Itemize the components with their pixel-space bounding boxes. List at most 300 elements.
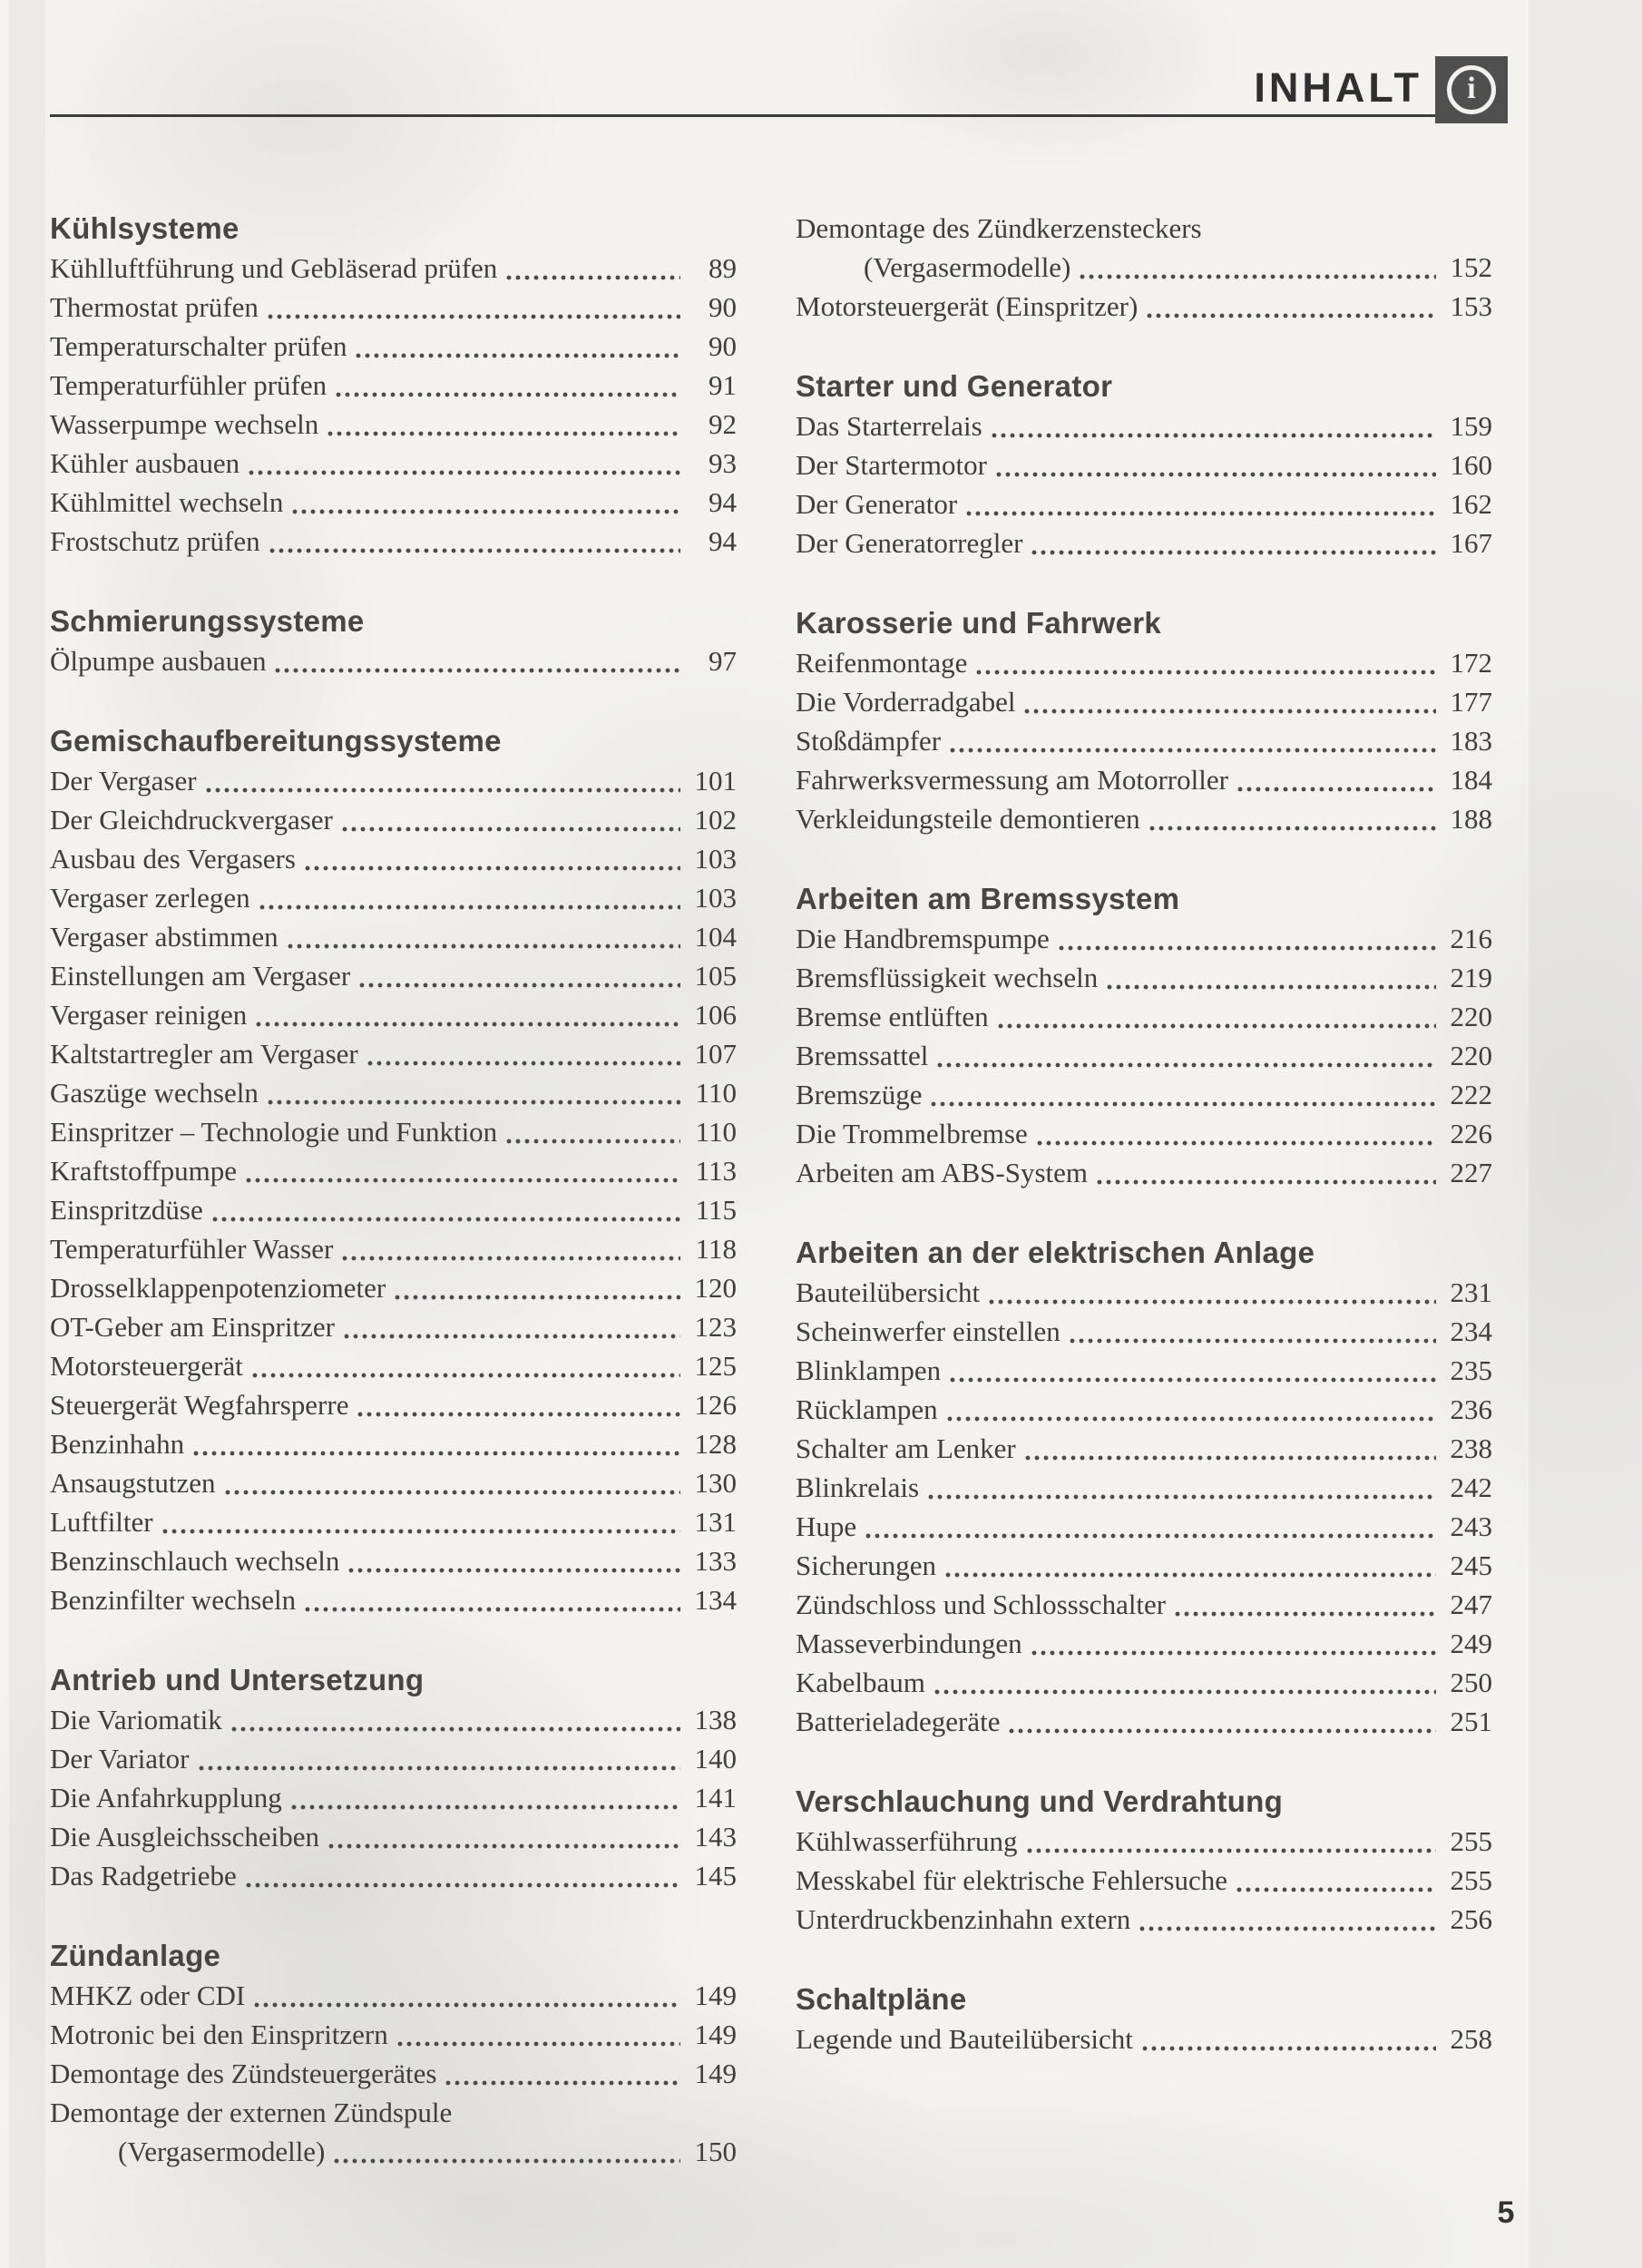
toc-entry	[796, 919, 1492, 958]
entry-page-number: 123	[694, 1311, 737, 1343]
entry-page-number: 106	[694, 999, 737, 1031]
toc-entry	[50, 956, 737, 995]
entry-page-number: 94	[709, 486, 737, 518]
entry-label: Luftfilter	[50, 1506, 153, 1538]
entry-page-number: 130	[694, 1467, 737, 1499]
entry-page-number: 141	[694, 1782, 737, 1813]
entry-page-number: 177	[1450, 686, 1492, 718]
toc-entry	[796, 1585, 1492, 1624]
entry-leader-dots	[945, 1572, 1436, 1578]
entry-page-number: 149	[694, 1980, 737, 2011]
entry-page-number: 89	[709, 252, 737, 284]
entry-leader-dots	[342, 826, 680, 832]
toc-entry	[796, 682, 1492, 721]
entry-leader-dots	[268, 1100, 680, 1105]
toc-entry	[50, 483, 737, 522]
entry-page-number: 219	[1450, 962, 1492, 993]
entry-leader-dots	[231, 1726, 680, 1732]
entry-leader-dots	[1149, 826, 1436, 831]
entry-label: Rücklampen	[796, 1393, 938, 1425]
toc-entry	[796, 643, 1492, 682]
entry-leader-dots	[256, 1022, 680, 1027]
entry-leader-dots	[292, 509, 680, 514]
entry-leader-dots	[199, 1765, 680, 1771]
toc-entry	[50, 327, 737, 366]
entry-label: Einspritzdüse	[50, 1194, 203, 1226]
toc-entry	[50, 1034, 737, 1073]
entry-label: Steuergerät Wegfahrsperre	[50, 1389, 349, 1421]
toc-entry	[796, 799, 1492, 838]
entry-label: Die Anfahrkupplung	[50, 1782, 282, 1813]
entry-label: Bremssattel	[796, 1040, 929, 1071]
toc-entry	[50, 2132, 737, 2171]
toc-entry	[796, 1312, 1492, 1351]
toc-entry	[796, 1663, 1492, 1702]
toc-entry	[796, 760, 1492, 799]
entry-label: Der Startermotor	[796, 449, 987, 481]
toc-column-right	[796, 209, 1492, 2058]
entry-label: Legende und Bauteilübersicht	[796, 2023, 1133, 2055]
entry-leader-dots	[342, 1256, 680, 1261]
toc-entry	[50, 839, 737, 878]
entry-leader-dots	[162, 1529, 680, 1534]
entry-label: Stoßdämpfer	[796, 725, 942, 757]
entry-page-number: 258	[1450, 2023, 1492, 2055]
toc-section	[796, 879, 1492, 1192]
entry-leader-dots	[445, 2080, 680, 2086]
entry-page-number: 226	[1450, 1118, 1492, 1149]
entry-label: OT-Geber am Einspritzer	[50, 1311, 335, 1343]
entry-page-number: 91	[709, 369, 737, 401]
section-heading: Schmierungssysteme	[50, 604, 365, 638]
entry-label: Sicherungen	[796, 1549, 936, 1581]
entry-label: Temperaturfühler Wasser	[50, 1233, 334, 1265]
entry-page-number: 104	[694, 921, 737, 953]
entry-label: Die Trommelbremse	[796, 1118, 1028, 1149]
entry-label: Kühler ausbauen	[50, 447, 240, 479]
entry-leader-dots	[1237, 787, 1436, 792]
entry-leader-dots	[1037, 1140, 1436, 1146]
entry-page-number: 105	[694, 960, 737, 992]
entry-leader-dots	[1139, 1926, 1436, 1931]
entry-page-number: 188	[1450, 803, 1492, 835]
entry-label: Der Vergaser	[50, 765, 197, 797]
entry-leader-dots	[334, 2158, 680, 2164]
entry-leader-dots	[966, 511, 1436, 516]
entry-page-number: 234	[1450, 1315, 1492, 1347]
entry-page-number: 143	[694, 1821, 737, 1853]
toc-entry	[796, 1468, 1492, 1507]
toc-section	[796, 209, 1492, 326]
entry-label: MHKZ oder CDI	[50, 1980, 246, 2011]
toc-entry	[50, 1307, 737, 1346]
toc-entry	[50, 1385, 737, 1424]
toc-entry	[50, 1856, 737, 1895]
entry-label: Demontage des Zündkerzensteckers	[796, 212, 1202, 244]
toc-entry	[796, 1822, 1492, 1861]
entry-page-number: 247	[1450, 1589, 1492, 1620]
entry-leader-dots	[246, 1178, 680, 1183]
entry-page-number: 245	[1450, 1549, 1492, 1581]
toc-entry	[796, 445, 1492, 484]
entry-leader-dots	[357, 1412, 680, 1417]
entry-leader-dots	[506, 275, 680, 280]
entry-page-number: 152	[1450, 251, 1492, 283]
toc-entry	[50, 522, 737, 561]
entry-leader-dots	[268, 314, 680, 319]
entry-leader-dots	[259, 904, 680, 910]
entry-label: Der Gleichdruckvergaser	[50, 804, 333, 836]
entry-label: Ansaugstutzen	[50, 1467, 216, 1499]
entry-leader-dots	[865, 1533, 1436, 1539]
entry-label: Batterieladegeräte	[796, 1706, 1001, 1737]
toc-entry	[50, 995, 737, 1034]
entry-leader-dots	[976, 670, 1436, 675]
entry-leader-dots	[356, 353, 680, 358]
entry-leader-dots	[1107, 984, 1436, 990]
entry-label: (Vergasermodelle)	[118, 2136, 326, 2167]
toc-entry	[796, 1702, 1492, 1741]
entry-label: Einstellungen am Vergaser	[50, 960, 351, 992]
entry-page-number: 110	[695, 1077, 737, 1109]
entry-page-number: 235	[1450, 1354, 1492, 1386]
entry-page-number: 167	[1450, 527, 1492, 559]
toc-entry	[50, 641, 737, 680]
toc-entry	[796, 1351, 1492, 1390]
entry-page-number: 255	[1450, 1864, 1492, 1896]
entry-label: Benzinfilter wechseln	[50, 1584, 297, 1616]
entry-leader-dots	[359, 982, 680, 988]
toc-entry	[796, 1861, 1492, 1900]
entry-label: Schalter am Lenker	[796, 1432, 1016, 1464]
toc-entry	[50, 1502, 737, 1541]
toc-section	[50, 1936, 737, 2171]
toc-entry	[50, 1151, 737, 1190]
toc-entry	[50, 2054, 737, 2093]
entry-leader-dots	[254, 2002, 680, 2008]
entry-page-number: 231	[1450, 1276, 1492, 1308]
toc-entry	[50, 1112, 737, 1151]
entry-page-number: 126	[694, 1389, 737, 1421]
entry-leader-dots	[1070, 1338, 1436, 1344]
entry-leader-dots	[1059, 945, 1436, 951]
toc-entry	[796, 209, 1492, 248]
toc-section	[50, 601, 737, 680]
toc-entry	[796, 287, 1492, 326]
entry-page-number: 140	[694, 1743, 737, 1774]
entry-label: Benzinschlauch wechseln	[50, 1545, 340, 1577]
section-heading: Kühlsysteme	[50, 211, 239, 245]
entry-page-number: 153	[1450, 290, 1492, 322]
entry-label: Bremszüge	[796, 1079, 923, 1110]
entry-label: Verkleidungsteile demontieren	[796, 803, 1140, 835]
entry-label: Messkabel für elektrische Fehlersuche	[796, 1864, 1228, 1896]
toc-entry	[796, 1624, 1492, 1663]
entry-leader-dots	[397, 2041, 680, 2047]
entry-leader-dots	[1097, 1179, 1436, 1185]
toc-entry	[50, 366, 737, 405]
toc-entry	[50, 405, 737, 444]
entry-leader-dots	[1031, 1650, 1436, 1656]
entry-label: Temperaturfühler prüfen	[50, 369, 327, 401]
entry-label: Scheinwerfer einstellen	[796, 1315, 1060, 1347]
toc-entry	[796, 997, 1492, 1036]
toc-entry	[50, 249, 737, 288]
entry-page-number: 90	[709, 291, 737, 323]
entry-page-number: 97	[709, 645, 737, 677]
toc-entry	[50, 1739, 737, 1778]
section-heading: Verschlauchung und Verdrahtung	[796, 1784, 1284, 1818]
toc-entry	[50, 1424, 737, 1463]
toc-entry	[50, 1541, 737, 1580]
entry-leader-dots	[1236, 1887, 1436, 1892]
entry-leader-dots	[249, 470, 680, 475]
section-heading: Starter und Generator	[796, 369, 1113, 403]
entry-leader-dots	[348, 1568, 680, 1573]
entry-page-number: 159	[1450, 410, 1492, 442]
toc-entry	[796, 1273, 1492, 1312]
entry-label: Kabelbaum	[796, 1667, 925, 1698]
entry-page-number: 150	[694, 2136, 737, 2167]
entry-leader-dots	[992, 433, 1436, 438]
entry-page-number: 131	[694, 1506, 737, 1538]
entry-label: Hupe	[796, 1510, 857, 1542]
toc-entry	[796, 406, 1492, 445]
toc-entry	[50, 878, 737, 917]
entry-label: Zündschloss und Schlossschalter	[796, 1589, 1167, 1620]
entry-leader-dots	[996, 472, 1436, 477]
entry-leader-dots	[225, 1490, 680, 1495]
entry-page-number: 238	[1450, 1432, 1492, 1464]
entry-leader-dots	[305, 1607, 680, 1612]
section-heading: Schaltpläne	[796, 1982, 967, 2016]
entry-page-number: 110	[695, 1116, 737, 1148]
entry-page-number: 94	[709, 525, 737, 557]
entry-page-number: 107	[694, 1038, 737, 1070]
entry-leader-dots	[1025, 1455, 1436, 1461]
toc-entry	[796, 1036, 1492, 1075]
entry-page-number: 92	[709, 408, 737, 440]
entry-page-number: 149	[694, 2019, 737, 2050]
entry-label: Kühlwasserführung	[796, 1825, 1018, 1857]
entry-leader-dots	[989, 1299, 1436, 1305]
entry-label: Unterdruckbenzinhahn extern	[796, 1903, 1131, 1935]
entry-leader-dots	[947, 1416, 1436, 1422]
entry-page-number: 236	[1450, 1393, 1492, 1425]
entry-label: Demontage des Zündsteuergerätes	[50, 2058, 437, 2089]
entry-label: Vergaser reinigen	[50, 999, 248, 1031]
entry-leader-dots	[937, 1062, 1436, 1068]
entry-page-number: 120	[694, 1272, 737, 1304]
entry-page-number: 145	[694, 1860, 737, 1892]
entry-page-number: 103	[694, 882, 737, 914]
toc-section	[50, 721, 737, 1619]
toc-entry	[50, 1817, 737, 1856]
info-icon-letter: i	[1467, 72, 1476, 105]
scan-artifact-left-band	[9, 0, 45, 2268]
entry-label: Das Starterrelais	[796, 410, 982, 442]
entry-page-number: 249	[1450, 1628, 1492, 1659]
entry-label: Masseverbindungen	[796, 1628, 1022, 1659]
toc-entry	[50, 1463, 737, 1502]
toc-entry	[796, 1153, 1492, 1192]
entry-page-number: 125	[694, 1350, 737, 1382]
toc-columns	[50, 0, 1495, 2171]
entry-page-number: 118	[695, 1233, 737, 1265]
entry-page-number: 133	[694, 1545, 737, 1577]
entry-page-number: 243	[1450, 1510, 1492, 1542]
entry-label: Blinklampen	[796, 1354, 942, 1386]
toc-entry	[50, 1700, 737, 1739]
entry-leader-dots	[1147, 313, 1436, 318]
toc-entry	[50, 1190, 737, 1229]
entry-leader-dots	[336, 392, 680, 397]
toc-entry	[50, 1073, 737, 1112]
entry-leader-dots	[1024, 709, 1436, 714]
toc-entry	[796, 248, 1492, 287]
entry-label: Temperaturschalter prüfen	[50, 330, 347, 362]
entry-page-number: 93	[709, 447, 737, 479]
entry-leader-dots	[305, 865, 680, 871]
section-heading: Arbeiten am Bremssystem	[796, 882, 1180, 915]
entry-label: Vergaser abstimmen	[50, 921, 279, 953]
toc-entry	[50, 1778, 737, 1817]
entry-page-number: 160	[1450, 449, 1492, 481]
entry-label: Benzinhahn	[50, 1428, 185, 1460]
entry-label: Bremse entlüften	[796, 1001, 989, 1032]
toc-entry	[796, 1507, 1492, 1546]
entry-leader-dots	[344, 1334, 680, 1339]
toc-entry	[50, 1229, 737, 1268]
entry-leader-dots	[328, 1843, 680, 1849]
entry-page-number: 115	[695, 1194, 737, 1226]
entry-page-number: 134	[694, 1584, 737, 1616]
entry-label: Der Generator	[796, 488, 958, 520]
toc-entry	[796, 1075, 1492, 1114]
entry-page-number: 216	[1450, 923, 1492, 954]
entry-page-number: 162	[1450, 488, 1492, 520]
entry-page-number: 90	[709, 330, 737, 362]
entry-leader-dots	[269, 548, 680, 553]
entry-leader-dots	[327, 431, 680, 436]
entry-leader-dots	[950, 748, 1436, 753]
toc-entry	[796, 721, 1492, 760]
entry-label: Bauteilübersicht	[796, 1276, 981, 1308]
entry-leader-dots	[928, 1494, 1436, 1500]
entry-label: Drosselklappenpotenziometer	[50, 1272, 386, 1304]
entry-page-number: 255	[1450, 1825, 1492, 1857]
section-heading: Karosserie und Fahrwerk	[796, 606, 1162, 640]
toc-entry	[796, 1900, 1492, 1939]
entry-page-number: 220	[1450, 1040, 1492, 1071]
entry-label: Der Variator	[50, 1743, 190, 1774]
toc-entry	[50, 1346, 737, 1385]
toc-entry	[796, 958, 1492, 997]
toc-section	[50, 209, 737, 561]
toc-section	[796, 1980, 1492, 2058]
entry-page-number: 103	[694, 843, 737, 875]
toc-section	[796, 1233, 1492, 1741]
entry-label: Ausbau des Vergasers	[50, 843, 296, 875]
entry-leader-dots	[367, 1061, 680, 1066]
toc-entry	[50, 917, 737, 956]
entry-leader-dots	[931, 1101, 1436, 1107]
scan-artifact-right-band	[1529, 0, 1642, 2268]
entry-label: Kaltstartregler am Vergaser	[50, 1038, 358, 1070]
entry-label: Die Vorderradgabel	[796, 686, 1016, 718]
toc-entry	[796, 1390, 1492, 1429]
toc-entry	[50, 2015, 737, 2054]
entry-label: Reifenmontage	[796, 647, 968, 679]
entry-page-number: 222	[1450, 1079, 1492, 1110]
entry-page-number: 113	[695, 1155, 737, 1187]
entry-leader-dots	[934, 1689, 1436, 1695]
entry-label: Motorsteuergerät	[50, 1350, 243, 1382]
toc-entry	[796, 2019, 1492, 2058]
entry-label: Einspritzer – Technologie und Funktion	[50, 1116, 498, 1148]
entry-label: Demontage der externen Zündspule	[50, 2097, 453, 2128]
entry-label: Kühlmittel wechseln	[50, 486, 284, 518]
page-title: INHALT	[1254, 64, 1422, 111]
entry-label: Die Ausgleichsscheiben	[50, 1821, 320, 1853]
section-heading: Gemischaufbereitungssysteme	[50, 724, 502, 758]
toc-section	[796, 1782, 1492, 1939]
toc-entry	[50, 1976, 737, 2015]
toc-entry	[50, 288, 737, 327]
entry-page-number: 183	[1450, 725, 1492, 757]
entry-label: Der Generatorregler	[796, 527, 1023, 559]
toc-entry	[50, 800, 737, 839]
toc-entry	[50, 2093, 737, 2132]
toc-entry	[50, 761, 737, 800]
entry-leader-dots	[998, 1023, 1436, 1029]
entry-leader-dots	[193, 1451, 680, 1456]
entry-page-number: 172	[1450, 647, 1492, 679]
entry-page-number: 101	[694, 765, 737, 797]
entry-page-number: 184	[1450, 764, 1492, 796]
entry-page-number: 149	[694, 2058, 737, 2089]
toc-entry	[50, 1580, 737, 1619]
entry-label: Vergaser zerlegen	[50, 882, 250, 914]
toc-entry	[796, 1429, 1492, 1468]
entry-page-number: 128	[694, 1428, 737, 1460]
toc-column-left	[50, 209, 737, 2171]
toc-entry	[796, 1114, 1492, 1153]
entry-leader-dots	[275, 668, 680, 673]
entry-page-number: 227	[1450, 1157, 1492, 1188]
entry-label: Thermostat prüfen	[50, 291, 259, 323]
section-heading: Antrieb und Untersetzung	[50, 1663, 425, 1696]
entry-label: Wasserpumpe wechseln	[50, 408, 319, 440]
entry-label: Motronic bei den Einspritzern	[50, 2019, 388, 2050]
entry-leader-dots	[1031, 550, 1436, 555]
entry-label: Gaszüge wechseln	[50, 1077, 259, 1109]
entry-label: Motorsteuergerät (Einspritzer)	[796, 290, 1139, 322]
entry-page-number: 220	[1450, 1001, 1492, 1032]
toc-section	[796, 603, 1492, 838]
toc-entry	[50, 444, 737, 483]
entry-leader-dots	[1175, 1611, 1436, 1617]
entry-leader-dots	[1009, 1728, 1436, 1734]
entry-label: Ölpumpe ausbauen	[50, 645, 267, 677]
entry-leader-dots	[206, 787, 680, 793]
entry-leader-dots	[1142, 2046, 1436, 2051]
entry-page-number: 242	[1450, 1471, 1492, 1503]
entry-label: Die Variomatik	[50, 1704, 222, 1735]
toc-section	[796, 367, 1492, 562]
entry-label: Blinkrelais	[796, 1471, 920, 1503]
toc-entry	[50, 1268, 737, 1307]
